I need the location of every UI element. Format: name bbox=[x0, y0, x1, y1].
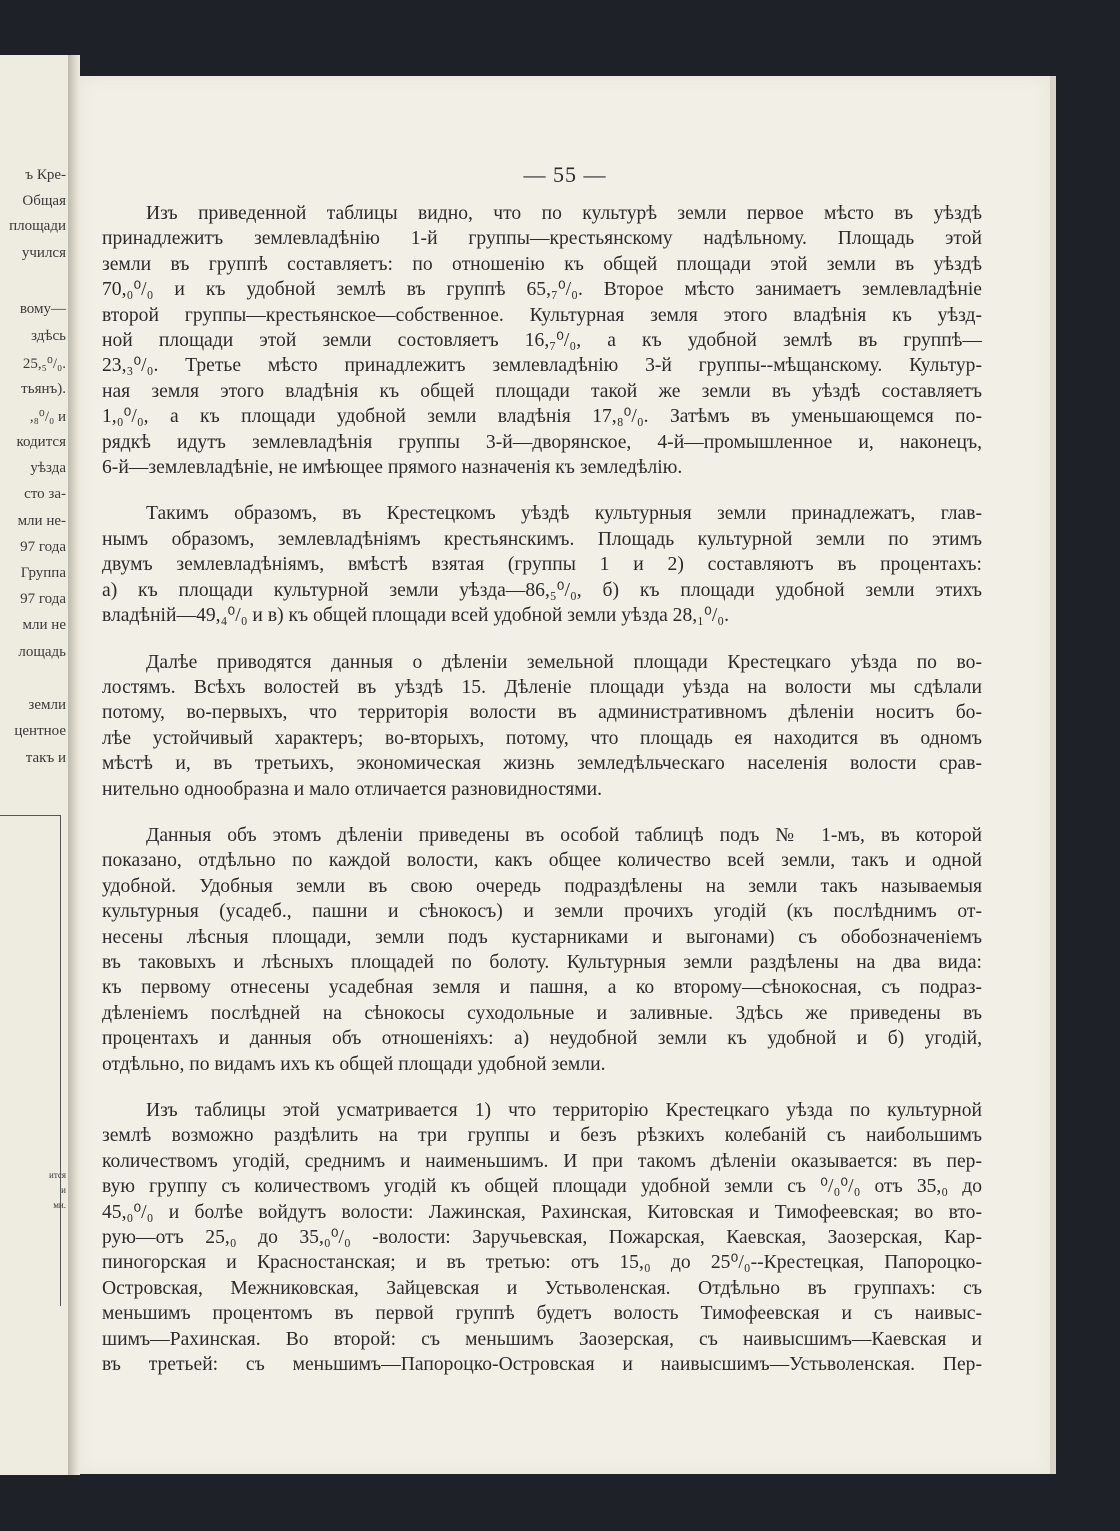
left-page-text-fragment: ится bbox=[49, 1170, 66, 1180]
text-line: пиногорская и Красностанская; и въ третью: отъ 15,₀ до 25⁰/₀--Крестецкая, Папороцко- bbox=[102, 1252, 982, 1274]
text-line: потому, во-первыхъ, что территорія волости въ административномъ дѣленіи носитъ бо- bbox=[102, 702, 982, 724]
left-page-text-fragment: учился bbox=[21, 245, 66, 261]
left-page-text-fragment: ъ Кре- bbox=[25, 167, 66, 183]
left-page-text-fragment: вому— bbox=[19, 301, 66, 317]
left-page-text-fragment: 25,₅⁰/₀. bbox=[22, 356, 66, 372]
left-page-text-fragment: ,₈⁰/₀ и bbox=[29, 409, 66, 425]
text-line: количествомъ угодій, среднимъ и наименьшимъ. И при такомъ дѣленіи оказывается: въ пер- bbox=[102, 1150, 982, 1172]
text-line: 23,₃⁰/₀. Третье мѣсто принадлежитъ землевладѣнію 3-й группы--мѣщанскому. Культур- bbox=[102, 355, 982, 377]
body-text bbox=[102, 201, 982, 1377]
text-line: лостямъ. Всѣхъ волостей въ уѣздѣ 15. Дѣленіе площади уѣзда на волости мы сдѣлали bbox=[102, 676, 982, 698]
text-line: 45,₀⁰/₀ и болѣе войдутъ волости: Лажинская, Рахинская, Китовская и Тимофеевская; во вто- bbox=[102, 1201, 982, 1223]
text-line: несены лѣсныя площади, земли подъ кустарниками и выгонами) съ обобозначеніемъ bbox=[102, 926, 982, 948]
left-page-text-fragment: центное bbox=[14, 723, 66, 739]
text-line: къ первому отнесены усадебная земля и пашня, а ко второму—сѣнокосная, съ подраз- bbox=[102, 977, 982, 999]
left-page-text-fragment: 97 года bbox=[20, 591, 66, 607]
text-line: Далѣе приводятся данныя о дѣленіи земельной площади Крестецкаго уѣзда по во- bbox=[146, 651, 982, 673]
text-line: владѣній—49,₄⁰/₀ и в) къ общей площади всей удобной земли уѣзда 28,₁⁰/₀. bbox=[102, 605, 730, 627]
text-line: 70,₀⁰/₀ и къ удобной землѣ въ группѣ 65,₇⁰/₀. Второе мѣсто занимаетъ землевладѣніе bbox=[102, 279, 982, 301]
text-line: нымъ образомъ, землевладѣніямъ крестьянскимъ. Площадь культурной земли по этимъ bbox=[102, 528, 982, 550]
left-page-text-fragment: Группа bbox=[20, 565, 66, 581]
left-page-text-fragment: уѣзда bbox=[30, 460, 66, 476]
text-line: въ третьей: съ меньшимъ—Папороцко-Островская и наивысшимъ—Устьволенская. Пер- bbox=[102, 1354, 982, 1376]
paragraph bbox=[102, 1098, 982, 1377]
left-page-text-fragment: ми. bbox=[53, 1200, 66, 1210]
left-page-text-fragment: 97 года bbox=[20, 539, 66, 555]
text-line: шимъ—Рахинская. Во второй: съ меньшимъ Заозерская, съ наивысшимъ—Каевская и bbox=[102, 1328, 982, 1350]
text-line: ной площади этой земли состовляетъ 16,₇⁰/₀, а къ удобной землѣ въ группѣ— bbox=[102, 330, 982, 352]
text-line: культурныя (усадеб., пашни и сѣнокосъ) и земли прочихъ угодій (къ послѣднимъ от- bbox=[102, 901, 982, 923]
left-page-text-fragment: лощадь bbox=[18, 644, 66, 660]
text-line: показано, отдѣльно по каждой волости, какъ общее количество всей земли, такъ и одной bbox=[102, 850, 982, 872]
book-page bbox=[80, 76, 1050, 1474]
left-page-text-fragment: кодится bbox=[16, 434, 66, 450]
text-line: земли въ группѣ составляетъ: по отношенію къ общей площади этой земли въ уѣздѣ bbox=[102, 253, 982, 275]
book-gutter bbox=[68, 55, 80, 1475]
left-page-table-border bbox=[0, 815, 61, 1306]
text-line: въ таковыхъ и лѣсныхъ площадей по болоту. Культурныя земли раздѣлены на два вида: bbox=[102, 951, 982, 973]
text-line: 1,₀⁰/₀, а къ площади удобной земли владѣнія 17,₈⁰/₀. Затѣмъ въ уменьшающемся по- bbox=[102, 406, 982, 428]
text-line: нительно однообразна и мало отличается разновидностями. bbox=[102, 778, 603, 800]
text-line: вую группу съ количествомъ угодій къ общей площади удобной земли съ ⁰/₀⁰/₀ отъ 35,₀ до bbox=[102, 1176, 982, 1198]
text-line: а) къ площади культурной земли уѣзда—86,₅⁰/₀, б) къ площади удобной земли этихъ bbox=[102, 579, 982, 601]
text-line: удобной. Удобныя земли въ свою очередь подраздѣлены на земли такъ называемыя bbox=[102, 875, 982, 897]
left-page-text-fragment: мли не bbox=[22, 617, 66, 633]
text-line: 6-й—землевладѣніе, не имѣющее прямого назначенія къ земледѣлію. bbox=[102, 457, 683, 479]
paragraph bbox=[102, 650, 982, 802]
text-line: второй группы—крестьянское—собственное. Культурная земля этого владѣнія къ уѣзд- bbox=[102, 304, 982, 326]
left-page-text-fragment: мли не- bbox=[17, 513, 66, 529]
left-page-text-fragment: такъ и bbox=[25, 750, 66, 766]
text-line: землѣ возможно раздѣлить на три группы и безъ рѣзкихъ колебаній съ наибольшимъ bbox=[102, 1125, 982, 1147]
left-page-text-fragment: здѣсь bbox=[31, 328, 66, 344]
left-page-fragment bbox=[0, 55, 68, 1475]
text-line: Данныя объ этомъ дѣленіи приведены въ особой таблицѣ подъ № 1-мъ, въ которой bbox=[146, 824, 982, 846]
left-page-text-fragment: тьянъ). bbox=[21, 381, 66, 397]
text-line: меньшимъ процентомъ въ первой группѣ будетъ волость Тимофеевская и съ наивыс- bbox=[102, 1303, 982, 1325]
text-line: лѣе устойчивый характеръ; во-вторыхъ, потому, что площадь ея находится въ одномъ bbox=[102, 727, 982, 749]
text-line: Островская, Межниковская, Зайцевская и Устьволенская. Отдѣльно въ группахъ: съ bbox=[102, 1277, 982, 1299]
text-line: мѣстѣ и, въ третьихъ, экономическая жизнь земледѣльческаго населенія волости срав- bbox=[102, 753, 982, 775]
text-line: рядкѣ идутъ землевладѣнія группы 3-й—дворянское, 4-й—промышленное и, наконецъ, bbox=[102, 431, 982, 453]
left-page-text-fragment: Общая bbox=[22, 193, 66, 209]
text-line: процентахъ и данныя объ отношеніяхъ: а) неудобной земли къ удобной и б) угодій, bbox=[102, 1028, 982, 1050]
page-number: — 55 — bbox=[523, 162, 607, 187]
text-line: двумъ землевладѣніямъ, вмѣстѣ взятая (группы 1 и 2) составляютъ въ процентахъ: bbox=[102, 554, 982, 576]
left-page-text-fragment: и bbox=[61, 1185, 66, 1195]
left-page-text-fragment: площади bbox=[9, 218, 66, 234]
text-line: Изъ таблицы этой усматривается 1) что территорію Крестецкаго уѣзда по культурной bbox=[146, 1100, 982, 1121]
text-line: Изъ приведенной таблицы видно, что по культурѣ земли первое мѣсто въ уѣздѣ bbox=[146, 203, 982, 224]
text-line: Такимъ образомъ, въ Крестецкомъ уѣздѣ культурныя земли принадлежатъ, глав- bbox=[146, 503, 982, 525]
left-page-text-fragment: сто за- bbox=[24, 486, 66, 502]
paragraph bbox=[102, 823, 982, 1077]
text-line: дѣленіемъ послѣдней на сѣнокосы суходольные и заливные. Здѣсь же приведены въ bbox=[102, 1002, 982, 1024]
text-line: принадлежитъ землевладѣнію 1-й группы—крестьянскому надѣльному. Площадь этой bbox=[102, 228, 982, 250]
left-page-text-fragment: земли bbox=[28, 697, 66, 713]
text-line: рую—отъ 25,₀ до 35,₀⁰/₀ -волости: Заручьевская, Пожарская, Каевская, Заозерская, Кар- bbox=[102, 1227, 982, 1249]
paragraph bbox=[102, 501, 982, 628]
text-line: ная земля этого владѣнія къ общей площади такой же земли въ уѣздѣ составляетъ bbox=[102, 380, 982, 402]
text-line: отдѣльно, по видамъ ихъ къ общей площади удобной земли. bbox=[102, 1053, 606, 1075]
paragraph bbox=[102, 201, 982, 480]
page-edge bbox=[1050, 76, 1056, 1474]
